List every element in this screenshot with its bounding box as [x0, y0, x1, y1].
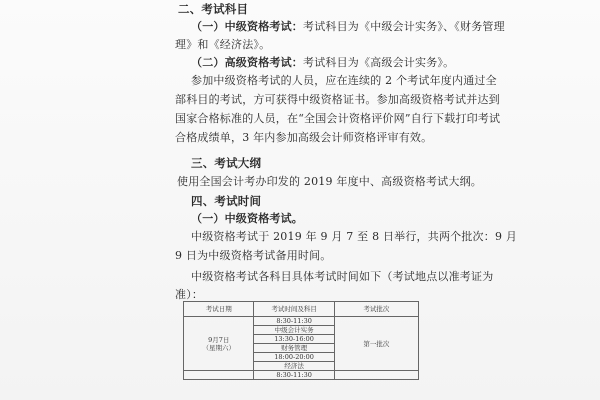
intermediate-exam-subjects: 考试科目为《中级会计实务》、《财务管理: [303, 20, 505, 33]
section-2-paragraph-1-cont: 理》和《经济法》。: [175, 38, 271, 51]
section-3-text: 使用全国会计考办印发的 2019 年度中、高级资格考试大纲。: [177, 175, 482, 188]
table-cell: 经济法: [254, 362, 334, 371]
table-cell: 8:30-11:30: [254, 317, 334, 326]
section-4-subtitle: （一）中级资格考试。: [191, 212, 303, 225]
exam-weekday: （星期六）: [202, 343, 235, 352]
batch-cell: 第一批次: [334, 317, 418, 371]
paragraph-line: 部科目的考试，方可获得中级资格证书。参加高级资格考试并达到: [175, 93, 500, 106]
paragraph-line: 国家合格标准的人员，在“全国会计资格评价网”自行下载打印考试: [175, 112, 501, 125]
table-cell-empty: [334, 371, 418, 380]
intermediate-exam-heading: （一）中级资格考试：: [191, 20, 303, 33]
paragraph-line: 中级资格考试于 2019 年 9 月 7 至 8 日举行，共两个批次：9 月: [191, 230, 518, 243]
paragraph-line: 准）：: [175, 288, 204, 301]
paragraph-line: 合格成绩单，3 年内参加高级会计师资格评审有效。: [175, 131, 433, 144]
section-2-title: 二、考试科目: [178, 2, 249, 16]
section-4-title: 四、考试时间: [191, 194, 262, 208]
table-cell: 18:00-20:00: [254, 353, 334, 362]
table-header-time-subject: 考试时间及科目: [254, 302, 334, 317]
exam-date: 9月7日: [208, 335, 230, 344]
section-2-paragraph-2: [191, 56, 454, 70]
advanced-exam-subjects: 考试科目为《高级会计实务》。: [303, 56, 455, 69]
exam-date-cell: [184, 317, 254, 371]
table-cell: 13:30-16:00: [254, 335, 334, 344]
table-cell: 财务管理: [254, 344, 334, 353]
exam-schedule-table: [183, 301, 419, 380]
table-cell: 中级会计实务: [254, 326, 334, 335]
section-2-paragraph-1: [191, 20, 505, 34]
table-cell-empty: [184, 371, 254, 380]
paragraph-line: 9 日为中级资格考试备用时间。: [175, 249, 332, 262]
table-header-date: 考试日期: [184, 302, 254, 317]
paragraph-line: 参加中级资格考试的人员，应在连续的 2 个考试年度内通过全: [191, 74, 497, 87]
paragraph-line: 中级资格考试各科目具体考试时间如下（考试地点以准考证为: [191, 270, 494, 283]
section-3-title: 三、考试大纲: [191, 156, 262, 170]
table-cell: 8:30-11:30: [254, 371, 334, 380]
advanced-exam-heading: （二）高级资格考试：: [191, 56, 303, 69]
table-header-batch: 考试批次: [334, 302, 418, 317]
